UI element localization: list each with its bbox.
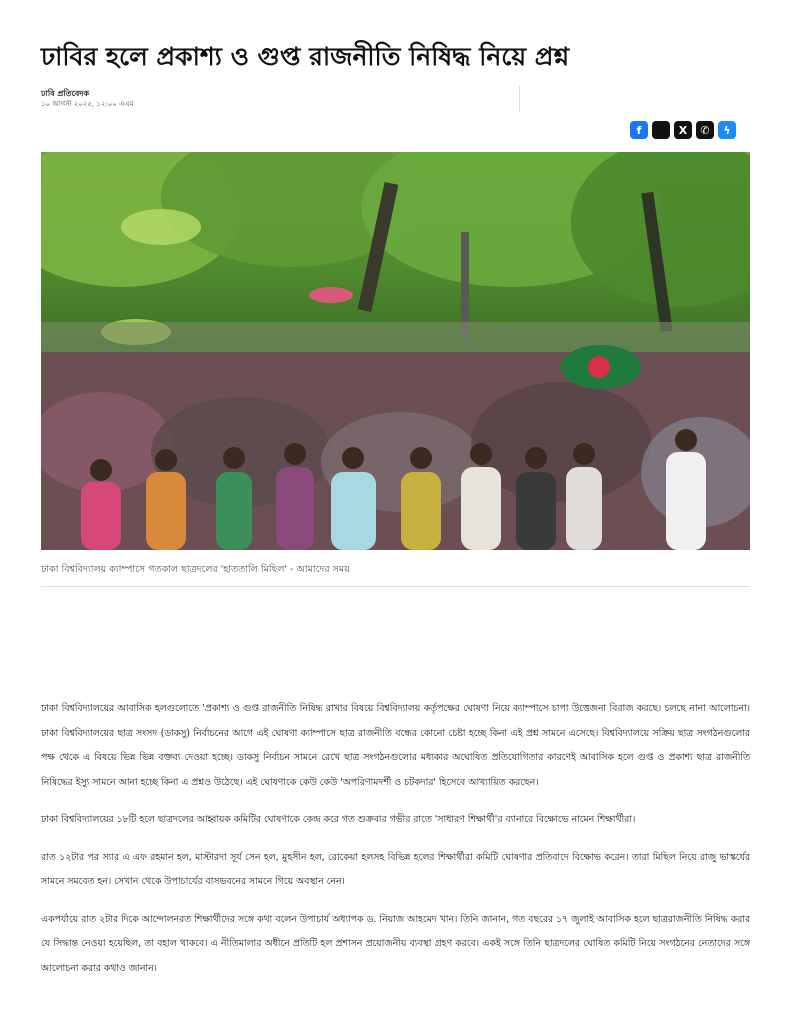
- article-body: [41, 697, 750, 994]
- whatsapp-icon[interactable]: ✆: [696, 121, 714, 139]
- article-paragraph: ঢাকা বিশ্ববিদ্যালয়ের ১৮টি হলে ছাত্রদলের আহ্বায়ক কমিটির ঘোষণাকে কেন্দ্র করে গত শুক্রবার গভীর রাতে 'সাধারণ শিক্ষার্থী'র ব্যানারে বিক্ষোভে নামেন শিক্ষার্থীরা।: [41, 814, 636, 825]
- share-bar: [630, 121, 736, 139]
- caption-divider: [41, 586, 750, 587]
- x-icon[interactable]: X: [674, 121, 692, 139]
- messenger-icon[interactable]: ϟ: [718, 121, 736, 139]
- article-photo: [41, 152, 750, 550]
- publish-date: ১০ আগস্ট ২০২৫, ১২:০০ এএম: [41, 100, 134, 108]
- article-headline: ঢাবির হলে প্রকাশ্য ও গুপ্ত রাজনীতি নিষিদ্ধ নিয়ে প্রশ্ন: [41, 42, 570, 71]
- photo-caption: ঢাকা বিশ্ববিদ্যালয় ক্যাম্পাসে গতকাল ছাত্রদলের 'হাততালি মিছিল' - আমাদের সময়: [41, 564, 350, 575]
- article-paragraph: একপর্যায়ে রাত ২টার দিকে আন্দোলনরত শিক্ষার্থীদের সঙ্গে কথা বলেন উপাচার্য অধ্যাপক ড. নিয়াজ আহমেদ খান। তিনি জানান, গত বছরের ১৭ জুলাই আবাসিক হলে ছাত্ররাজনীতি নিষিদ্ধ করার যে সিদ্ধান্ত নেওয়া হয়েছিল, তা বহাল থাকবে। এ নীতিমালার অধীনে প্রতিটি হল প্রশাসন প্রয়োজনীয় ব্যবস্থা গ্রহণ করবে। একই সঙ্গে তিনি ছাত্রদলের ঘোষিত কমিটি নিয়ে সংগঠনের নেতাদের সঙ্গে আলোচনা করার কথাও জানান।: [41, 913, 750, 974]
- byline-divider: [519, 86, 520, 112]
- byline: [41, 88, 134, 110]
- article-paragraph: রাত ১২টার পর স্যার এ এফ রহমান হল, মাস্টারদা সূর্য সেন হল, মুহসীন হল, রোকেয়া হলসহ বিভিন্ন হলের শিক্ষার্থীরা কমিটি ঘোষণার প্রতিবাদে বিক্ষোভ করেন। তারা মিছিল নিয়ে রাজু ভাস্কর্যের সামনে সমবেত হন। সেখান থেকে উপাচার্যের বাসভবনের সামনে গিয়ে অবস্থান নেন।: [41, 851, 750, 887]
- protest-crowd-image: [41, 152, 750, 550]
- instagram-icon[interactable]: [652, 121, 670, 139]
- facebook-icon[interactable]: f: [630, 121, 648, 139]
- author-name[interactable]: ঢাবি প্রতিবেদক: [41, 89, 90, 98]
- article-paragraph: ঢাকা বিশ্ববিদ্যালয়ের আবাসিক হলগুলোতে 'প্রকাশ্য ও গুপ্ত রাজনীতি নিষিদ্ধ রাখার বিষয়ে বিশ্ববিদ্যালয় কর্তৃপক্ষের ঘোষণা নিয়ে ক্যাম্পাসে চাপা উত্তেজনা বিরাজ করছে। চলছে নানা আলোচনা। ঢাকা বিশ্ববিদ্যালয়ের ছাত্র সংসদ (ডাকসু) নির্বাচনের আগে এই ঘোষণা ক্যাম্পাসে ছাত্র রাজনীতি বন্ধের কোনো চেষ্টা হচ্ছে কিনা এই প্রশ্ন সামনে এসেছে। বিশ্ববিদ্যালয়ে সক্রিয় ছাত্র সংগঠনগুলোর পক্ষ থেকে এ বিষয়ে ভিন্ন ভিন্ন বক্তব্য দেওয়া হচ্ছে। ডাকসু নির্বাচন সামনে রেখে ছাত্র সংগঠনগুলোর মধ্যকার অঘোষিত প্রতিযোগিতার কারণেই আবাসিক হলে গুপ্ত ও প্রকাশ্য ছাত্র রাজনীতি নিষিদ্ধের ইস্যু সামনে আনা হচ্ছে কিনা এ প্রশ্নও উঠেছে। এই ঘোষণাকে কেউ কেউ 'অপরিণামদর্শী ও চটকদার' হিসেবে আখ্যায়িত করছেন।: [41, 703, 750, 788]
